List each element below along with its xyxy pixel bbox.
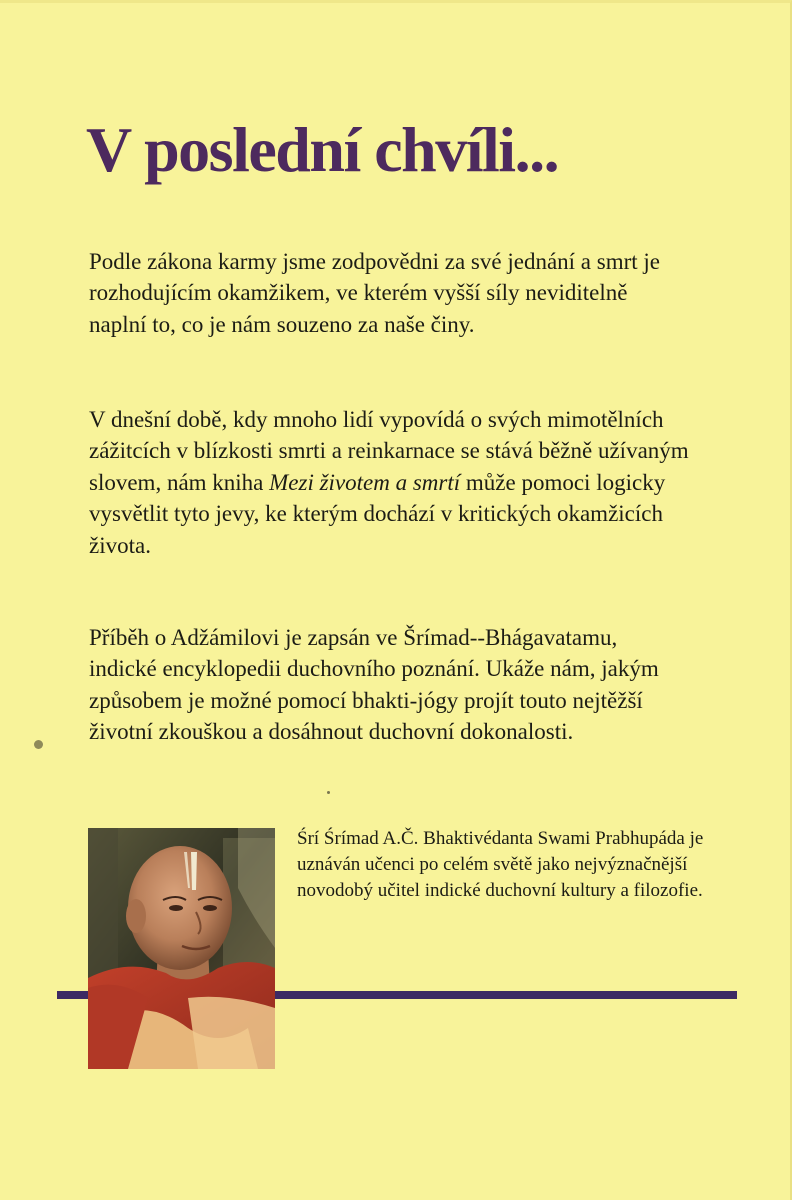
book-name-italic: Mezi životem a smrtí bbox=[269, 469, 461, 495]
paragraph-book-intro-text-end: může pomoci logicky vysvětlit tyto jevy, ke kterým dochází v kritických okamžicích života. bbox=[89, 469, 666, 558]
book-title: V poslední chvíli... bbox=[86, 114, 559, 185]
author-portrait-photo bbox=[88, 828, 275, 1069]
print-speck bbox=[34, 740, 43, 749]
print-speck-small bbox=[327, 791, 330, 794]
paragraph-adzamila: Příběh o Adžámilovi je zapsán ve Šrímad--Bhágavatamu, indické encyklopedii duchovního poznání. Ukáže nám, jakým způsobem je možné pomocí bhakti-jógy projít touto nejtěžší životní zkouškou a dosáhnout duchovní dokonalosti. bbox=[89, 625, 659, 745]
paragraph-karma: Podle zákona karmy jsme zodpovědni za své jednání a smrt je rozhodujícím okamžikem, ve kterém vyšší síly neviditelně naplní to, co je nám souzeno za naše činy. bbox=[89, 249, 660, 337]
paragraph-book-intro bbox=[89, 404, 689, 561]
portrait-caption: Śrí Śrímad A.Č. Bhaktivédanta Swami Prabhupáda je uznáván učenci po celém světě jako nejvýznačnější novodobý učitel indické duchovní kultury a filozofie. bbox=[297, 828, 704, 901]
paragraph-book-intro-text: V dnešní době, kdy mnoho lidí vypovídá o svých mimotělních zážitcích v blízkosti smrti a reinkarnace se stává běžně užívaným slovem, nám kniha bbox=[89, 407, 689, 495]
